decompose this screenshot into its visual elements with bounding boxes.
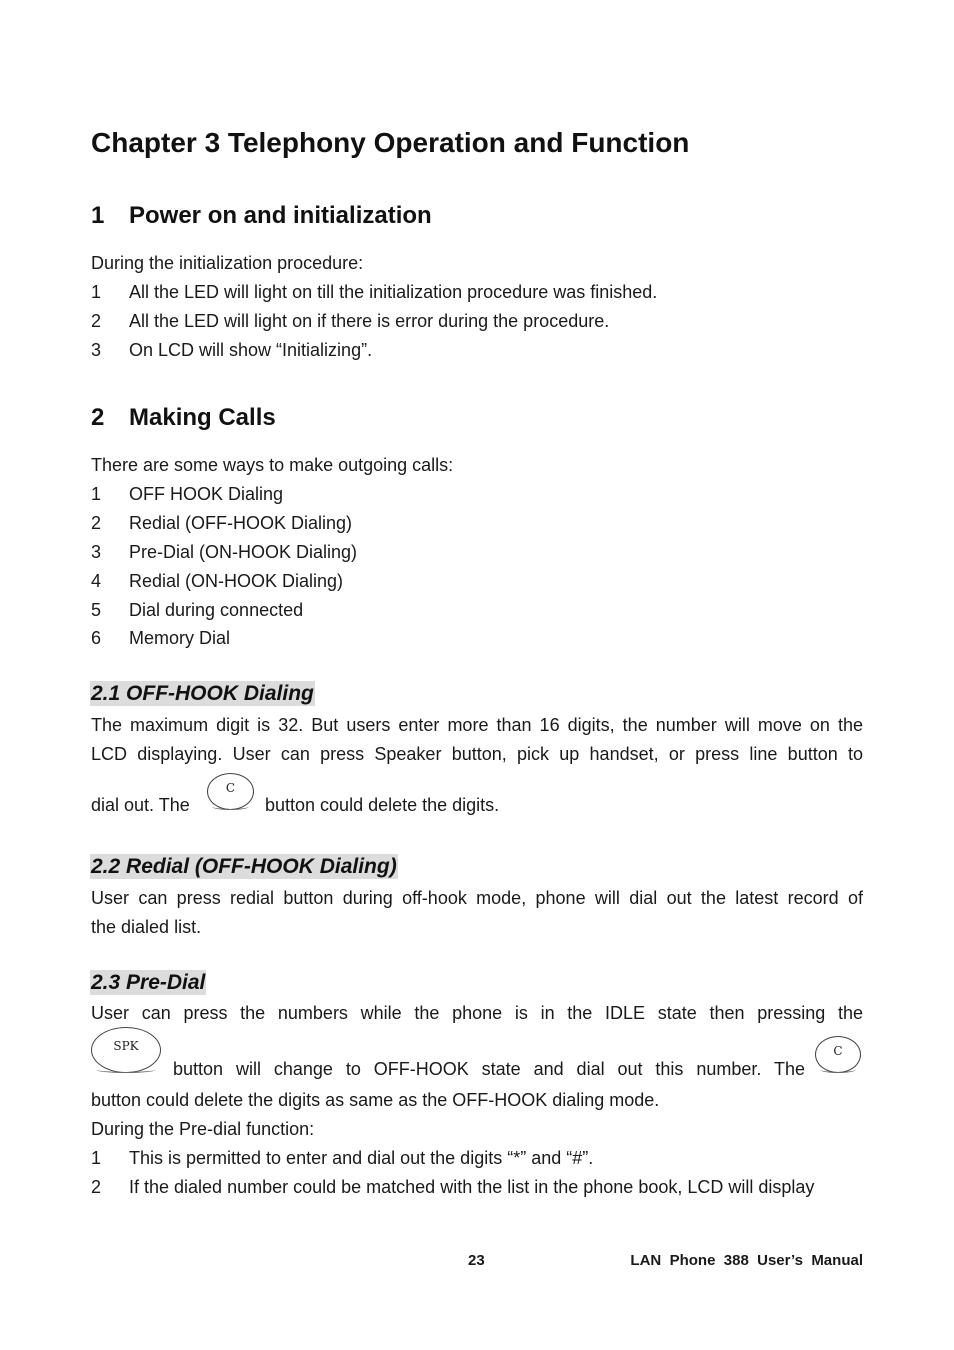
- list-item: 1 All the LED will light on till the initialization procedure was finished.: [91, 282, 658, 302]
- list-item: 6 Memory Dial: [91, 628, 231, 648]
- speaker-button-icon: SPK: [91, 1027, 161, 1073]
- subsection-2-1-line-1: The maximum digit is 32. But users enter more than 16 digits, the number will move on the: [91, 715, 863, 735]
- list-item: 3 Pre-Dial (ON-HOOK Dialing): [91, 542, 358, 562]
- subsection-2-1-line-2: LCD displaying. User can press Speaker button, pick up handset, or press line button to: [91, 744, 863, 764]
- subsection-2-1-line-3-start: dial out. The: [91, 795, 190, 815]
- list-item: 1 OFF HOOK Dialing: [91, 484, 284, 504]
- section-1-number: 1: [91, 202, 105, 229]
- section-2-number: 2: [91, 404, 105, 431]
- clear-button-icon: C: [815, 1036, 861, 1073]
- list-item: 5 Dial during connected: [91, 600, 304, 620]
- subsection-2-2-line-1: User can press redial button during off-hook mode, phone will dial out the latest record of: [91, 888, 863, 908]
- subsection-2-1-line-3-end: button could delete the digits.: [265, 795, 500, 815]
- manual-title: LAN Phone 388 User’s Manual: [630, 1252, 863, 1269]
- chapter-title: Chapter 3 Telephony Operation and Function: [91, 127, 690, 158]
- subsection-2-3-line-1: User can press the numbers while the phone is in the IDLE state then pressing the: [91, 1003, 863, 1023]
- subsection-2-2-title: 2.2 Redial (OFF-HOOK Dialing): [91, 855, 397, 878]
- list-item: 2 Redial (OFF-HOOK Dialing): [91, 513, 353, 533]
- section-1-title: Power on and initialization: [129, 202, 432, 229]
- subsection-2-3-title: 2.3 Pre-Dial: [91, 971, 206, 994]
- subsection-2-3-line-3: button could delete the digits as same as the OFF-HOOK dialing mode.: [91, 1090, 660, 1110]
- section-2-title: Making Calls: [129, 404, 276, 431]
- page-number: 23: [468, 1252, 485, 1269]
- list-item: 2 If the dialed number could be matched with the list in the phone book, LCD will display: [91, 1177, 815, 1197]
- subsection-2-3-line-2: button will change to OFF-HOOK state and dial out this number. The: [173, 1059, 805, 1079]
- list-item: 1 This is permitted to enter and dial out the digits “*” and “#”.: [91, 1148, 594, 1168]
- list-item: 2 All the LED will light on if there is error during the procedure.: [91, 311, 610, 331]
- section-2-intro: There are some ways to make outgoing calls:: [91, 455, 454, 475]
- list-item: 3 On LCD will show “Initializing”.: [91, 340, 373, 360]
- subsection-2-2-line-2: the dialed list.: [91, 917, 202, 937]
- section-1-heading: [91, 202, 432, 230]
- section-1-intro: During the initialization procedure:: [91, 253, 364, 273]
- subsection-2-1-title: 2.1 OFF-HOOK Dialing: [91, 682, 314, 705]
- section-2-heading: [91, 404, 276, 432]
- list-item: 4 Redial (ON-HOOK Dialing): [91, 571, 344, 591]
- clear-button-icon: C: [207, 773, 254, 810]
- subsection-2-3-line-4: During the Pre-dial function:: [91, 1119, 315, 1139]
